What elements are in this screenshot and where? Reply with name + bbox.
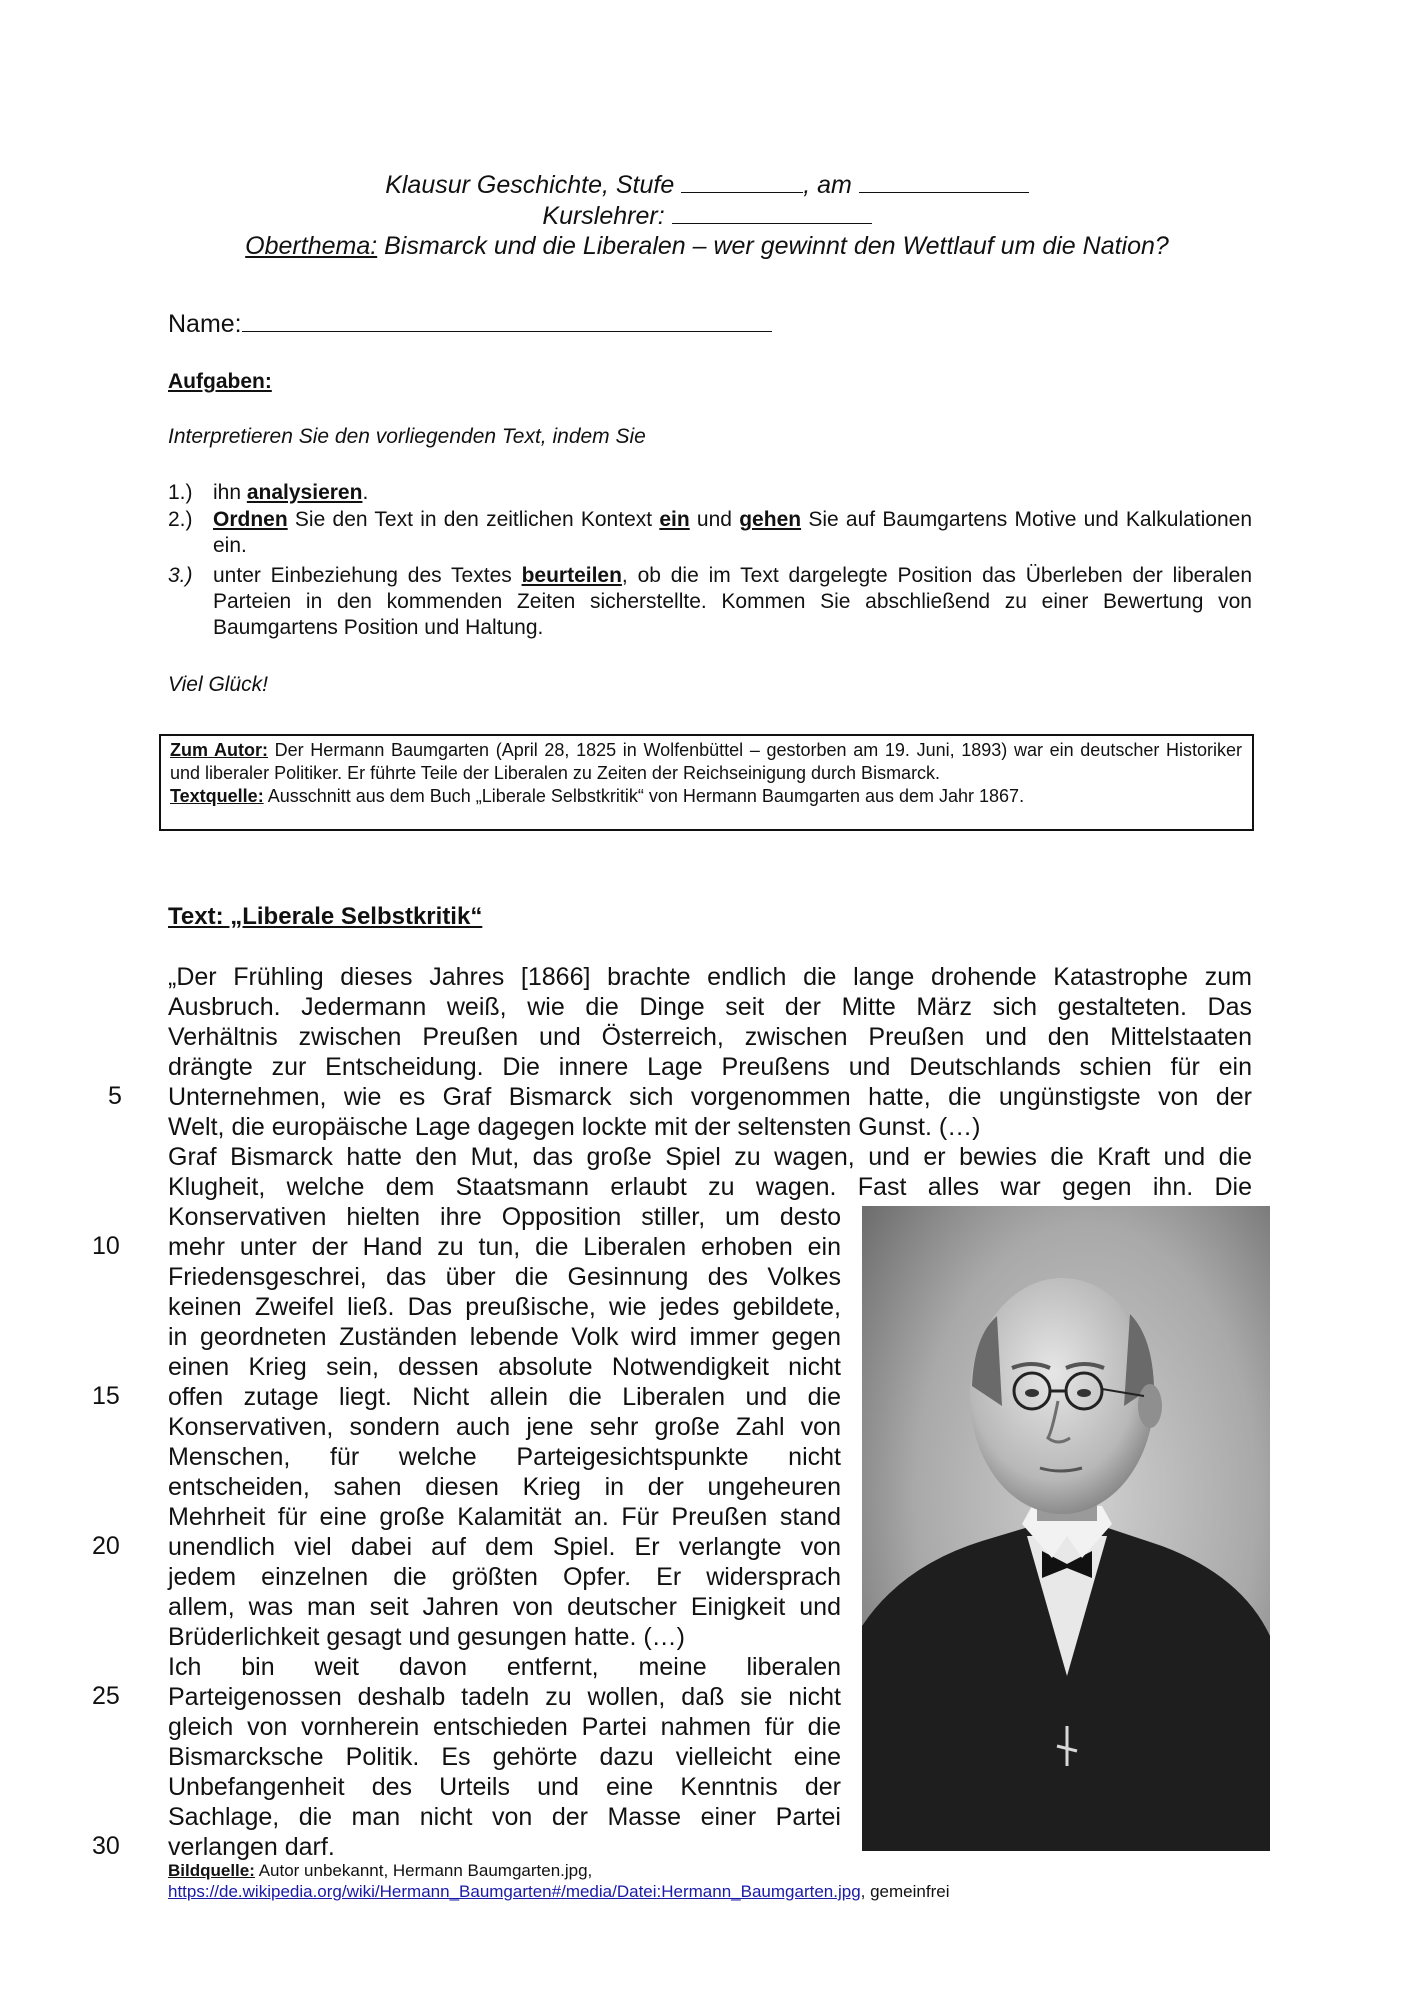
text-line: Unternehmen, wie es Graf Bismarck sich vorgenommen hatte, die ungünstigste von der	[168, 1083, 1252, 1111]
text-title: Text: „Liberale Selbstkritik“	[168, 903, 483, 930]
task-number: 2.)	[168, 508, 193, 531]
header-line-1	[0, 170, 1414, 200]
text-line: Ich bin weit davon entfernt, meine liberalen	[168, 1653, 841, 1681]
text-line: Friedensgeschrei, das über die Gesinnung des Volkes	[168, 1263, 841, 1291]
source-info: Textquelle: Ausschnitt aus dem Buch „Liberale Selbstkritik“ von Hermann Baumgarten aus dem Jahr 1867.	[170, 786, 1025, 806]
text-line: Unbefangenheit des Urteils und eine Kenntnis der	[168, 1773, 841, 1801]
text-line: jedem einzelnen die größten Opfer. Er widersprach	[168, 1563, 841, 1591]
text-line: „Der Frühling dieses Jahres [1866] brachte endlich die lange drohende Katastrophe zum	[168, 963, 1252, 991]
text-line: Welt, die europäische Lage dagegen lockte mit der seltensten Gunst. (…)	[168, 1113, 981, 1141]
topic-label: Oberthema:	[245, 232, 378, 260]
text-line: in geordneten Zuständen lebende Volk wird immer gegen	[168, 1323, 841, 1351]
text-line: Konservativen, sondern auch jene sehr große Zahl von	[168, 1413, 841, 1441]
name-blank	[242, 309, 772, 332]
topic-text: Bismarck und die Liberalen – wer gewinnt den Wettlauf um die Nation?	[377, 232, 1169, 260]
text-line: Parteigenossen deshalb tadeln zu wollen, daß sie nicht	[168, 1683, 841, 1711]
text-line: offen zutage liegt. Nicht allein die Liberalen und die	[168, 1383, 841, 1411]
name-label: Name:	[168, 310, 242, 338]
line-number: 10	[92, 1232, 120, 1260]
text-line: Verhältnis zwischen Preußen und Österreich, zwischen Preußen und den Mittelstaaten	[168, 1023, 1252, 1051]
text-line: Ausbruch. Jedermann weiß, wie die Dinge seit der Mitte März sich gestalteten. Das	[168, 993, 1252, 1021]
line-number: 30	[92, 1832, 120, 1860]
task-keyword: gehen	[739, 508, 802, 531]
text-line: einen Krieg sein, dessen absolute Notwendigkeit nicht	[168, 1353, 841, 1381]
header-line-2	[0, 201, 1414, 231]
exam-title: Klausur Geschichte, Stufe	[385, 171, 675, 199]
text-line: Bismarcksche Politik. Es gehörte dazu vielleicht eine	[168, 1743, 841, 1771]
task-2: 2.) Ordnen Sie den Text in den zeitlichen Kontext ein und gehen Sie auf Baumgartens Motive und Kalkulationen ein.	[168, 508, 1253, 557]
text-line: gleich von vornherein entschieden Partei nahmen für die	[168, 1713, 841, 1741]
text-line: Brüderlichkeit gesagt und gesungen hatte. (…)	[168, 1623, 685, 1651]
topic-line	[0, 232, 1414, 261]
teacher-label: Kurslehrer:	[542, 202, 665, 230]
tasks-heading: Aufgaben:	[168, 370, 272, 393]
author-info: Zum Autor: Der Hermann Baumgarten (April 28, 1825 in Wolfenbüttel – gestorben am 19. Juni, 1893) war ein deutscher Historiker und liberaler Politiker. Er führte Teile der Liberalen zu Zeiten der Reichseinigung durch Bismarck.	[170, 740, 1243, 783]
task-1: 1.) ihn analysieren.	[168, 481, 369, 504]
portrait-photo	[862, 1206, 1270, 1851]
task-number: 1.)	[168, 481, 193, 504]
author-info-box	[159, 734, 1254, 831]
image-source-link[interactable]: https://de.wikipedia.org/wiki/Hermann_Baumgarten#/media/Datei:Hermann_Baumgarten.jpg	[168, 1882, 861, 1901]
text-line: Menschen, für welche Parteigesichtspunkte nicht	[168, 1443, 841, 1471]
text-line: Graf Bismarck hatte den Mut, das große Spiel zu wagen, und er bewies die Kraft und die	[168, 1143, 1252, 1171]
text-line: allem, was man seit Jahren von deutscher Einigkeit und	[168, 1593, 841, 1621]
text-line: verlangen darf.	[168, 1833, 335, 1861]
task-number: 3.)	[168, 564, 193, 587]
text-line: Klugheit, welche dem Staatsmann erlaubt zu wagen. Fast alles war gegen ihn. Die	[168, 1173, 1252, 1201]
image-source-link-row: https://de.wikipedia.org/wiki/Hermann_Baumgarten#/media/Datei:Hermann_Baumgarten.jpg, gemeinfrei	[168, 1882, 950, 1901]
task-keyword: Ordnen	[213, 508, 288, 531]
text-line: drängte zur Entscheidung. Die innere Lage Preußens und Deutschlands schien für ein	[168, 1053, 1252, 1081]
task-keyword: beurteilen	[521, 564, 622, 587]
text-line: mehr unter der Hand zu tun, die Liberalen erhoben ein	[168, 1233, 841, 1261]
line-number: 15	[92, 1382, 120, 1410]
text-line: Sachlage, die man nicht von der Masse einer Partei	[168, 1803, 841, 1831]
name-row	[168, 309, 772, 339]
text-line: keinen Zweifel ließ. Das preußische, wie jedes gebildete,	[168, 1293, 841, 1321]
text-line: entscheiden, sahen diesen Krieg in der ungeheuren	[168, 1473, 841, 1501]
date-blank	[859, 170, 1029, 193]
task-keyword: analysieren	[246, 481, 363, 504]
date-label: , am	[803, 171, 852, 199]
task-3: 3.) unter Einbeziehung des Textes beurteilen, ob die im Text dargelegte Position das Überleben der liberalen Parteien in den kommenden Zeiten sicherstellte. Kommen Sie abschließend zu einer Bewertung von Baumgartens Position und Haltung.	[168, 564, 1252, 639]
text-line: unendlich viel dabei auf dem Spiel. Er verlangte von	[168, 1533, 841, 1561]
line-number: 20	[92, 1532, 120, 1560]
line-number: 25	[92, 1682, 120, 1710]
text-line: Konservativen hielten ihre Opposition stiller, um desto	[168, 1203, 841, 1231]
task-keyword: ein	[659, 508, 690, 531]
teacher-blank	[672, 201, 872, 224]
tasks-intro: Interpretieren Sie den vorliegenden Text, indem Sie	[168, 425, 646, 448]
text-line: Mehrheit für eine große Kalamität an. Für Preußen stand	[168, 1503, 841, 1531]
image-source: Bildquelle: Autor unbekannt, Hermann Baumgarten.jpg,	[168, 1861, 593, 1880]
grade-blank	[681, 170, 803, 193]
good-luck: Viel Glück!	[168, 673, 268, 696]
line-number: 5	[108, 1082, 122, 1110]
